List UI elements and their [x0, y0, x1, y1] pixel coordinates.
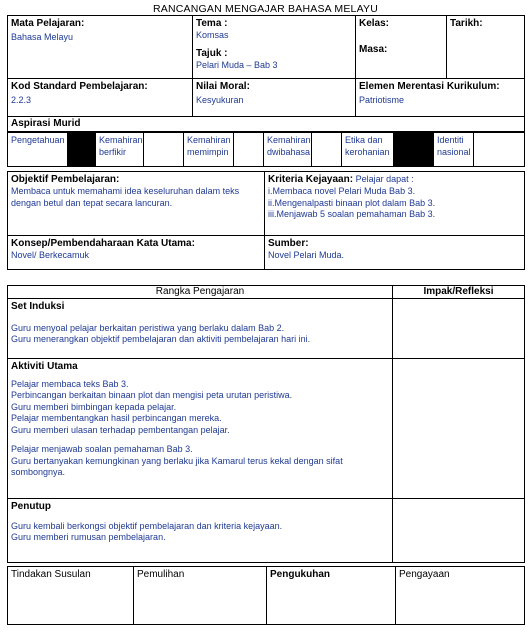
- aspirasi-filled-box-1: [68, 133, 96, 167]
- aspirasi-kemahiran-memimpin: Kemahiran memimpin: [184, 133, 234, 167]
- elemen-label: Elemen Merentasi Kurikulum:: [359, 81, 500, 92]
- tajuk-label: Tajuk :: [196, 47, 228, 59]
- kriteria-cell: [265, 172, 525, 236]
- set-induksi-line: Guru menyoal pelajar berkaitan peristiwa yang berlaku dalam Bab 2.: [11, 322, 285, 333]
- aktiviti-line: Pelajar membaca teks Bab 3.: [11, 378, 129, 389]
- konsep-cell: [8, 236, 265, 270]
- set-induksi-label: Set Induksi: [11, 301, 65, 312]
- tarikh-label: Tarikh:: [450, 18, 483, 29]
- mata-pelajaran-cell: [8, 16, 193, 79]
- objektif-label: Objektif Pembelajaran:: [11, 174, 120, 185]
- penutup-line: Guru kembali berkongsi objektif pembelajaran dan kriteria kejayaan.: [11, 520, 283, 531]
- impak-cell-2: [393, 359, 525, 499]
- kod-standard-value: 2.2.3: [11, 95, 32, 105]
- header-table: [7, 15, 525, 132]
- tema-cell: [193, 16, 356, 79]
- kelas-label: Kelas:: [359, 18, 390, 29]
- konsep-value: Novel/ Berkecamuk: [11, 250, 90, 260]
- aktiviti-line: Pelajar menjawab soalan pemahaman Bab 3.: [11, 444, 193, 454]
- aspirasi-kemahiran-dwibahasa: Kemahiran dwibahasa: [264, 133, 312, 167]
- footer-table: [7, 566, 525, 625]
- aspirasi-empty-box-2: [234, 133, 264, 167]
- kriteria-item: ii.Mengenalpasti binaan plot dalam Bab 3.: [268, 197, 436, 208]
- mata-pelajaran-value: Bahasa Melayu: [11, 32, 74, 42]
- sumber-label: Sumber:: [268, 238, 309, 249]
- objektif-cell: [8, 172, 265, 236]
- tajuk-value: Pelari Muda – Bab 3: [196, 59, 278, 70]
- sumber-cell: [265, 236, 525, 270]
- aspirasi-pengetahuan: Pengetahuan: [8, 133, 68, 167]
- set-induksi-cell: [8, 299, 393, 359]
- objektif-table: [7, 171, 525, 270]
- aktiviti-line: Guru memberi ulasan terhadap pembentangan pelajar.: [11, 424, 230, 435]
- objektif-value: Membaca untuk memahami idea keseluruhan dalam teks dengan betul dan tepat secara lancuran.: [11, 186, 240, 208]
- kelas-masa-cell: [356, 16, 447, 79]
- pengayaan-cell: Pengayaan: [396, 567, 525, 625]
- aspirasi-filled-box-2: [394, 133, 434, 167]
- kriteria-label: Kriteria Kejayaan:: [268, 174, 354, 185]
- kriteria-item: iii.Menjawab 5 soalan pemahaman Bab 3.: [268, 209, 436, 219]
- aspirasi-empty-box-4: [474, 133, 525, 167]
- rangka-header: Rangka Pengajaran: [8, 286, 393, 299]
- aktiviti-line: Guru bertanyakan kemungkinan yang berlaku jika Kamarul terus kekal dengan sifat sombongnya.: [11, 455, 343, 477]
- kod-standard-cell: [8, 79, 193, 117]
- masa-label: Masa:: [359, 44, 388, 55]
- aspirasi-label: Aspirasi Murid: [11, 118, 81, 129]
- kriteria-item: i.Membaca novel Pelari Muda Bab 3.: [268, 186, 416, 196]
- sumber-value: Novel Pelari Muda.: [268, 250, 345, 260]
- pengukuhan-cell: Pengukuhan: [267, 567, 396, 625]
- aspirasi-etika-kerohanian: Etika dan kerohanian: [342, 133, 394, 167]
- penutup-cell: [8, 499, 393, 563]
- aktiviti-line: Perbincangan berkaitan binaan plot dan mengisi peta urutan peristiwa.: [11, 390, 293, 400]
- impak-cell-3: [393, 499, 525, 563]
- aspirasi-table: [7, 132, 525, 167]
- tema-value: Komsas: [196, 30, 229, 40]
- aspirasi-kemahiran-berfikir: Kemahiran berfikir: [96, 133, 144, 167]
- penutup-line: Guru memberi rumusan pembelajaran.: [11, 532, 166, 542]
- aspirasi-identiti-nasional: Identiti nasional: [434, 133, 474, 167]
- penutup-label: Penutup: [11, 501, 51, 512]
- rangka-table: [7, 285, 525, 563]
- nilai-moral-cell: [193, 79, 356, 117]
- aspirasi-empty-box-3: [312, 133, 342, 167]
- impak-cell-1: [393, 299, 525, 359]
- aspirasi-empty-box-1: [144, 133, 184, 167]
- aktiviti-cell: [8, 359, 393, 499]
- impak-header: Impak/Refleksi: [393, 286, 525, 299]
- nilai-moral-value: Kesyukuran: [196, 95, 244, 105]
- document-title: RANCANGAN MENGAJAR BAHASA MELAYU: [152, 3, 378, 15]
- mata-pelajaran-label: Mata Pelajaran:: [11, 18, 85, 29]
- elemen-cell: [356, 79, 525, 117]
- aspirasi-header-cell: [8, 117, 525, 132]
- set-induksi-line: Guru menerangkan objektif pembelajaran dan aktiviti pembelajaran hari ini.: [11, 334, 311, 344]
- pemulihan-cell: Pemulihan: [134, 567, 267, 625]
- konsep-label: Konsep/Pembendaharaan Kata Utama:: [11, 238, 195, 249]
- kriteria-intro: Pelajar dapat :: [355, 174, 414, 184]
- elemen-value: Patriotisme: [359, 95, 405, 105]
- aktiviti-label: Aktiviti Utama: [11, 361, 78, 372]
- tarikh-cell: [447, 16, 525, 79]
- aktiviti-line: Guru memberi bimbingan kepada pelajar.: [11, 401, 177, 412]
- aktiviti-line: Pelajar membentangkan hasil perbincangan mereka.: [11, 413, 222, 423]
- nilai-moral-label: Nilai Moral:: [196, 81, 250, 92]
- kod-standard-label: Kod Standard Pembelajaran:: [11, 81, 148, 92]
- tema-label: Tema :: [196, 18, 228, 29]
- tindakan-susulan-cell: Tindakan Susulan: [8, 567, 134, 625]
